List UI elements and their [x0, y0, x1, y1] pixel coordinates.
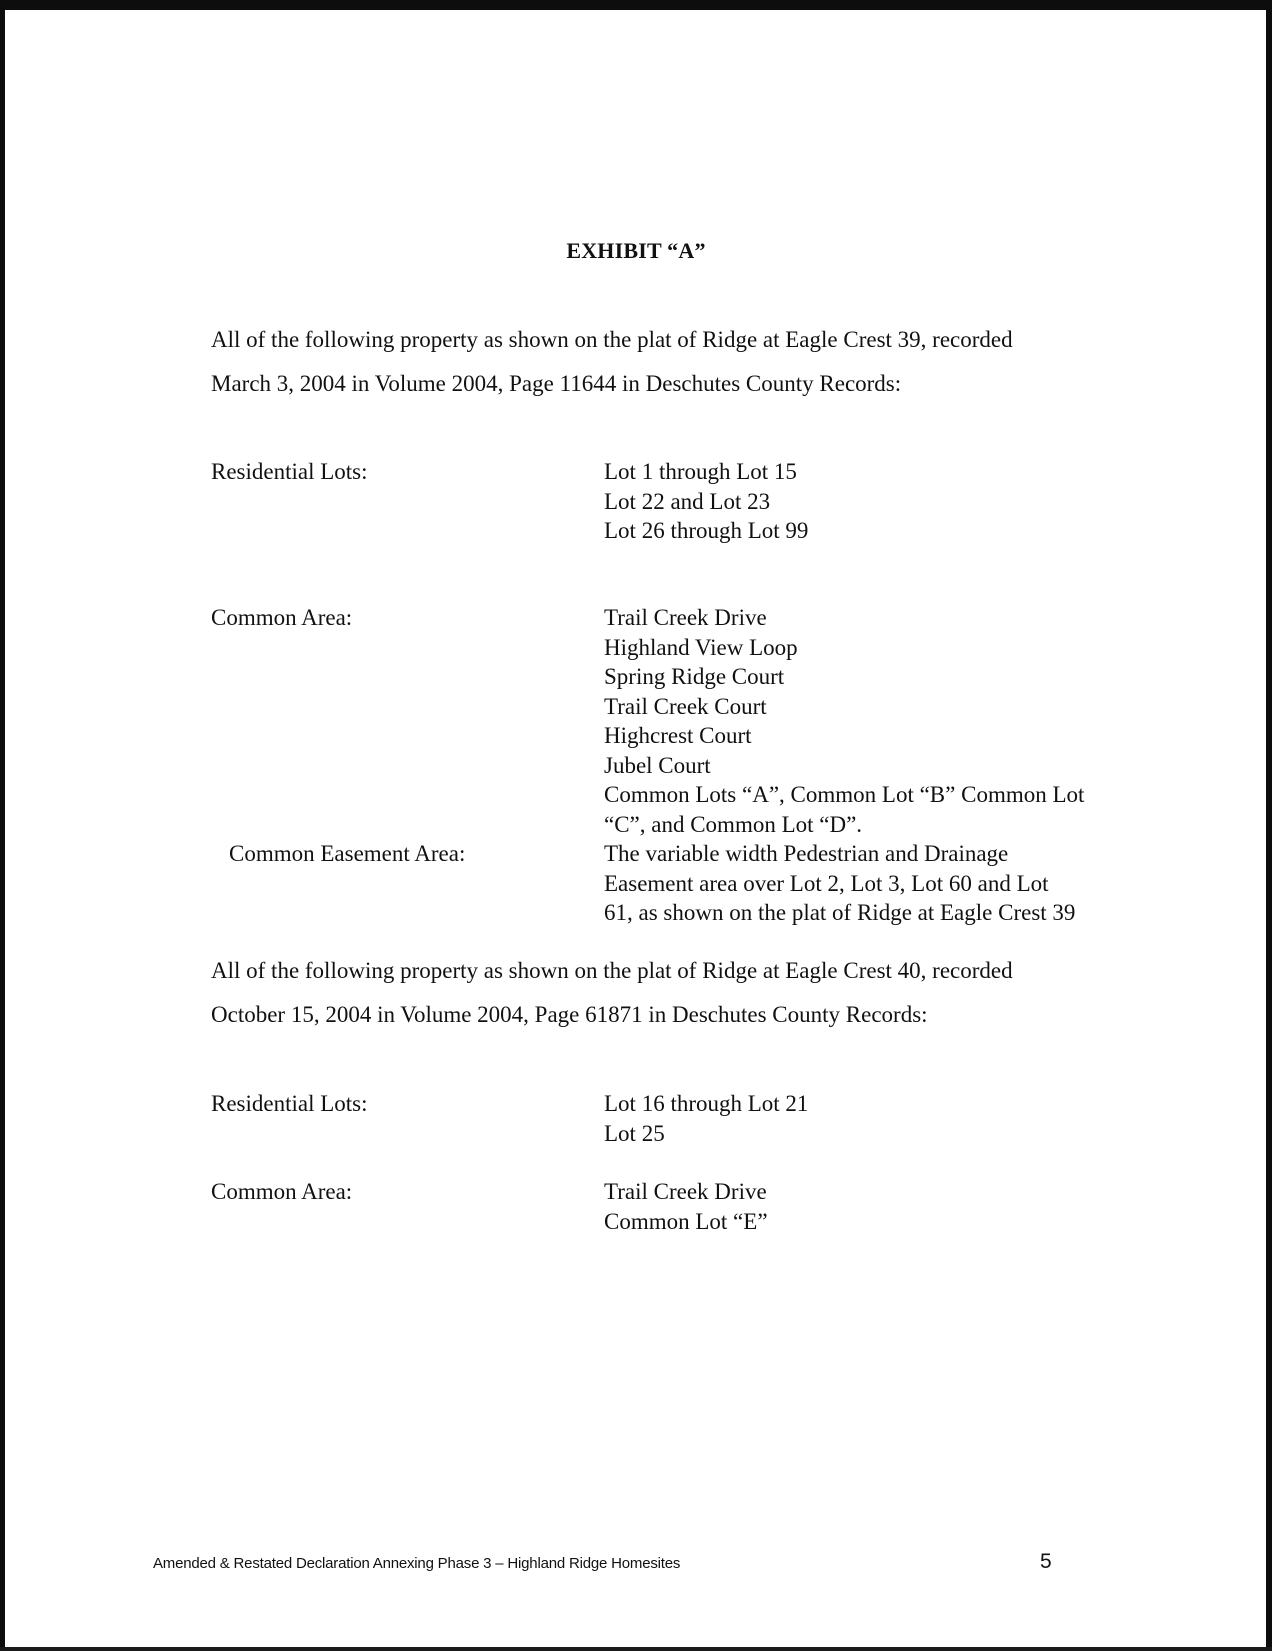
list-item: Jubel Court [604, 752, 711, 778]
section1-intro-line1: All of the following property as shown on the plat of Ridge at Eagle Crest 39, recorded [211, 327, 1013, 352]
section1-common-label: Common Area: [211, 605, 353, 630]
section2-common-list [604, 1177, 1144, 1236]
section2-residential-list [604, 1089, 1144, 1148]
list-item: Highcrest Court [604, 723, 752, 748]
section1-residential-label: Residential Lots: [211, 459, 368, 484]
list-item: Highland View Loop [604, 634, 798, 660]
list-item: The variable width Pedestrian and Drainage [604, 841, 1009, 866]
list-item: Lot 25 [604, 1120, 665, 1146]
list-item: Trail Creek Drive [604, 605, 767, 630]
section1-residential-list [604, 457, 1144, 546]
list-item: Lot 22 and Lot 23 [604, 488, 771, 514]
list-item: Common Lots “A”, Common Lot “B” Common Lot [604, 782, 1085, 807]
section1-intro-line2: March 3, 2004 in Volume 2004, Page 11644 in Deschutes County Records: [211, 371, 902, 396]
list-item: Common Lot “E” [604, 1208, 768, 1234]
section1-easement-list [604, 839, 1144, 928]
section2-intro-line2: October 15, 2004 in Volume 2004, Page 61871 in Deschutes County Records: [211, 1002, 928, 1027]
section2-intro [211, 949, 1111, 1037]
page-footer: Amended & Restated Declaration Annexing Phase 3 – Highland Ridge Homesites [153, 1555, 681, 1572]
scan-border-bottom [0, 1647, 1272, 1651]
scan-border-top [0, 0, 1272, 10]
section1-common-list [604, 603, 1144, 839]
list-item: Spring Ridge Court [604, 664, 785, 689]
list-item: Trail Creek Drive [604, 1179, 767, 1204]
section1-intro [211, 318, 1111, 406]
section2-residential-label: Residential Lots: [211, 1091, 368, 1116]
list-item: 61, as shown on the plat of Ridge at Eagle Crest 39 [604, 900, 1076, 925]
list-item: “C”, and Common Lot “D”. [604, 811, 863, 837]
page-number: 5 [1040, 1550, 1052, 1573]
section1-easement-label: Common Easement Area: [229, 841, 466, 866]
list-item: Easement area over Lot 2, Lot 3, Lot 60 and Lot [604, 870, 1049, 896]
list-item: Lot 1 through Lot 15 [604, 459, 797, 484]
list-item: Trail Creek Court [604, 693, 767, 719]
section2-common-label: Common Area: [211, 1179, 353, 1204]
section2-intro-line1: All of the following property as shown on the plat of Ridge at Eagle Crest 40, recorded [211, 958, 1013, 983]
list-item: Lot 16 through Lot 21 [604, 1091, 809, 1116]
exhibit-title: EXHIBIT “A” [566, 238, 706, 263]
list-item: Lot 26 through Lot 99 [604, 518, 809, 543]
